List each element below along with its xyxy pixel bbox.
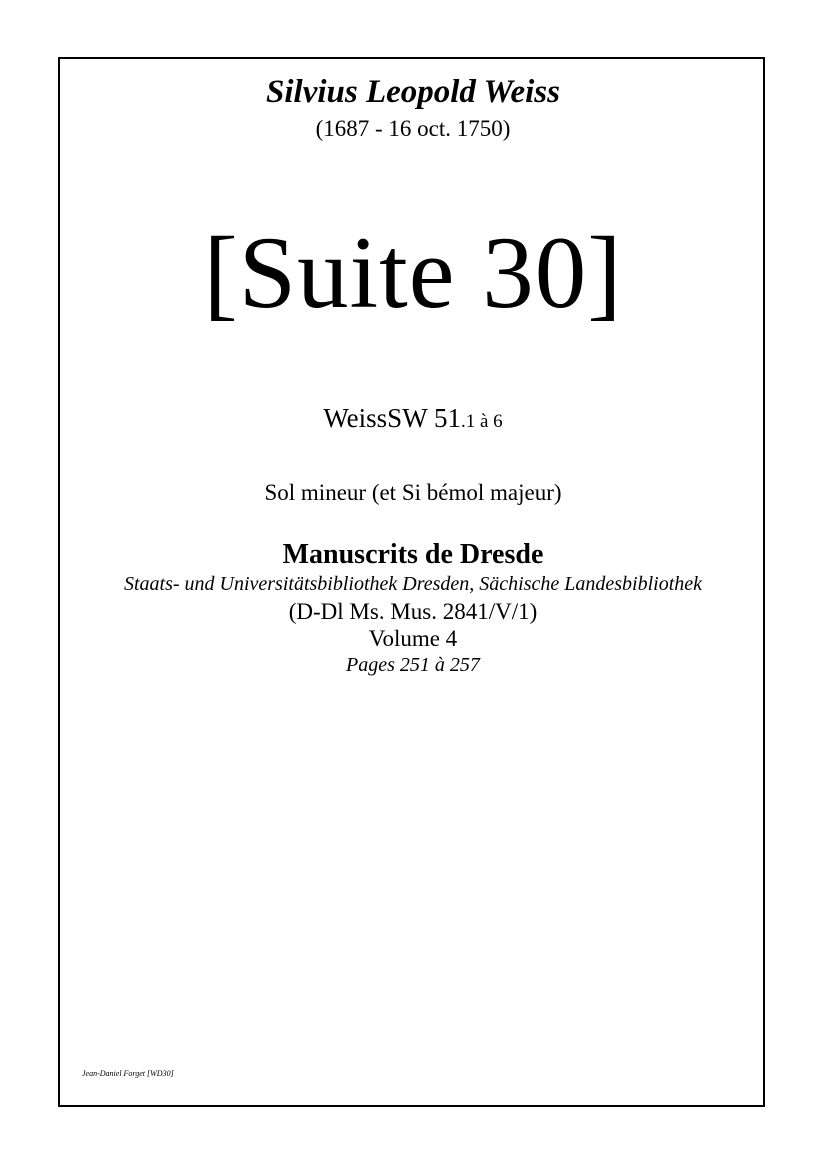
catalog-main: WeissSW 51	[323, 403, 461, 433]
page-title: [Suite 30]	[203, 216, 623, 330]
library-name: Staats- und Universitätsbibliothek Dresden, Sächische Landesbibliothek	[123, 573, 703, 595]
volume: Volume 4	[368, 626, 458, 651]
key-signature: Sol mineur (et Si bémol majeur)	[264, 480, 562, 505]
source-title: Manuscrits de Dresde	[282, 539, 544, 570]
catalog-sub: .1 à 6	[460, 411, 503, 432]
footer-credit: Jean-Daniel Forget [WD30]	[82, 1069, 174, 1078]
composer-name: Silvius Leopold Weiss	[266, 74, 560, 110]
page-range: Pages 251 à 257	[346, 654, 480, 676]
composer-dates: (1687 - 16 oct. 1750)	[315, 116, 511, 141]
catalog-number	[0, 405, 826, 432]
shelfmark: (D-Dl Ms. Mus. 2841/V/1)	[288, 599, 538, 624]
